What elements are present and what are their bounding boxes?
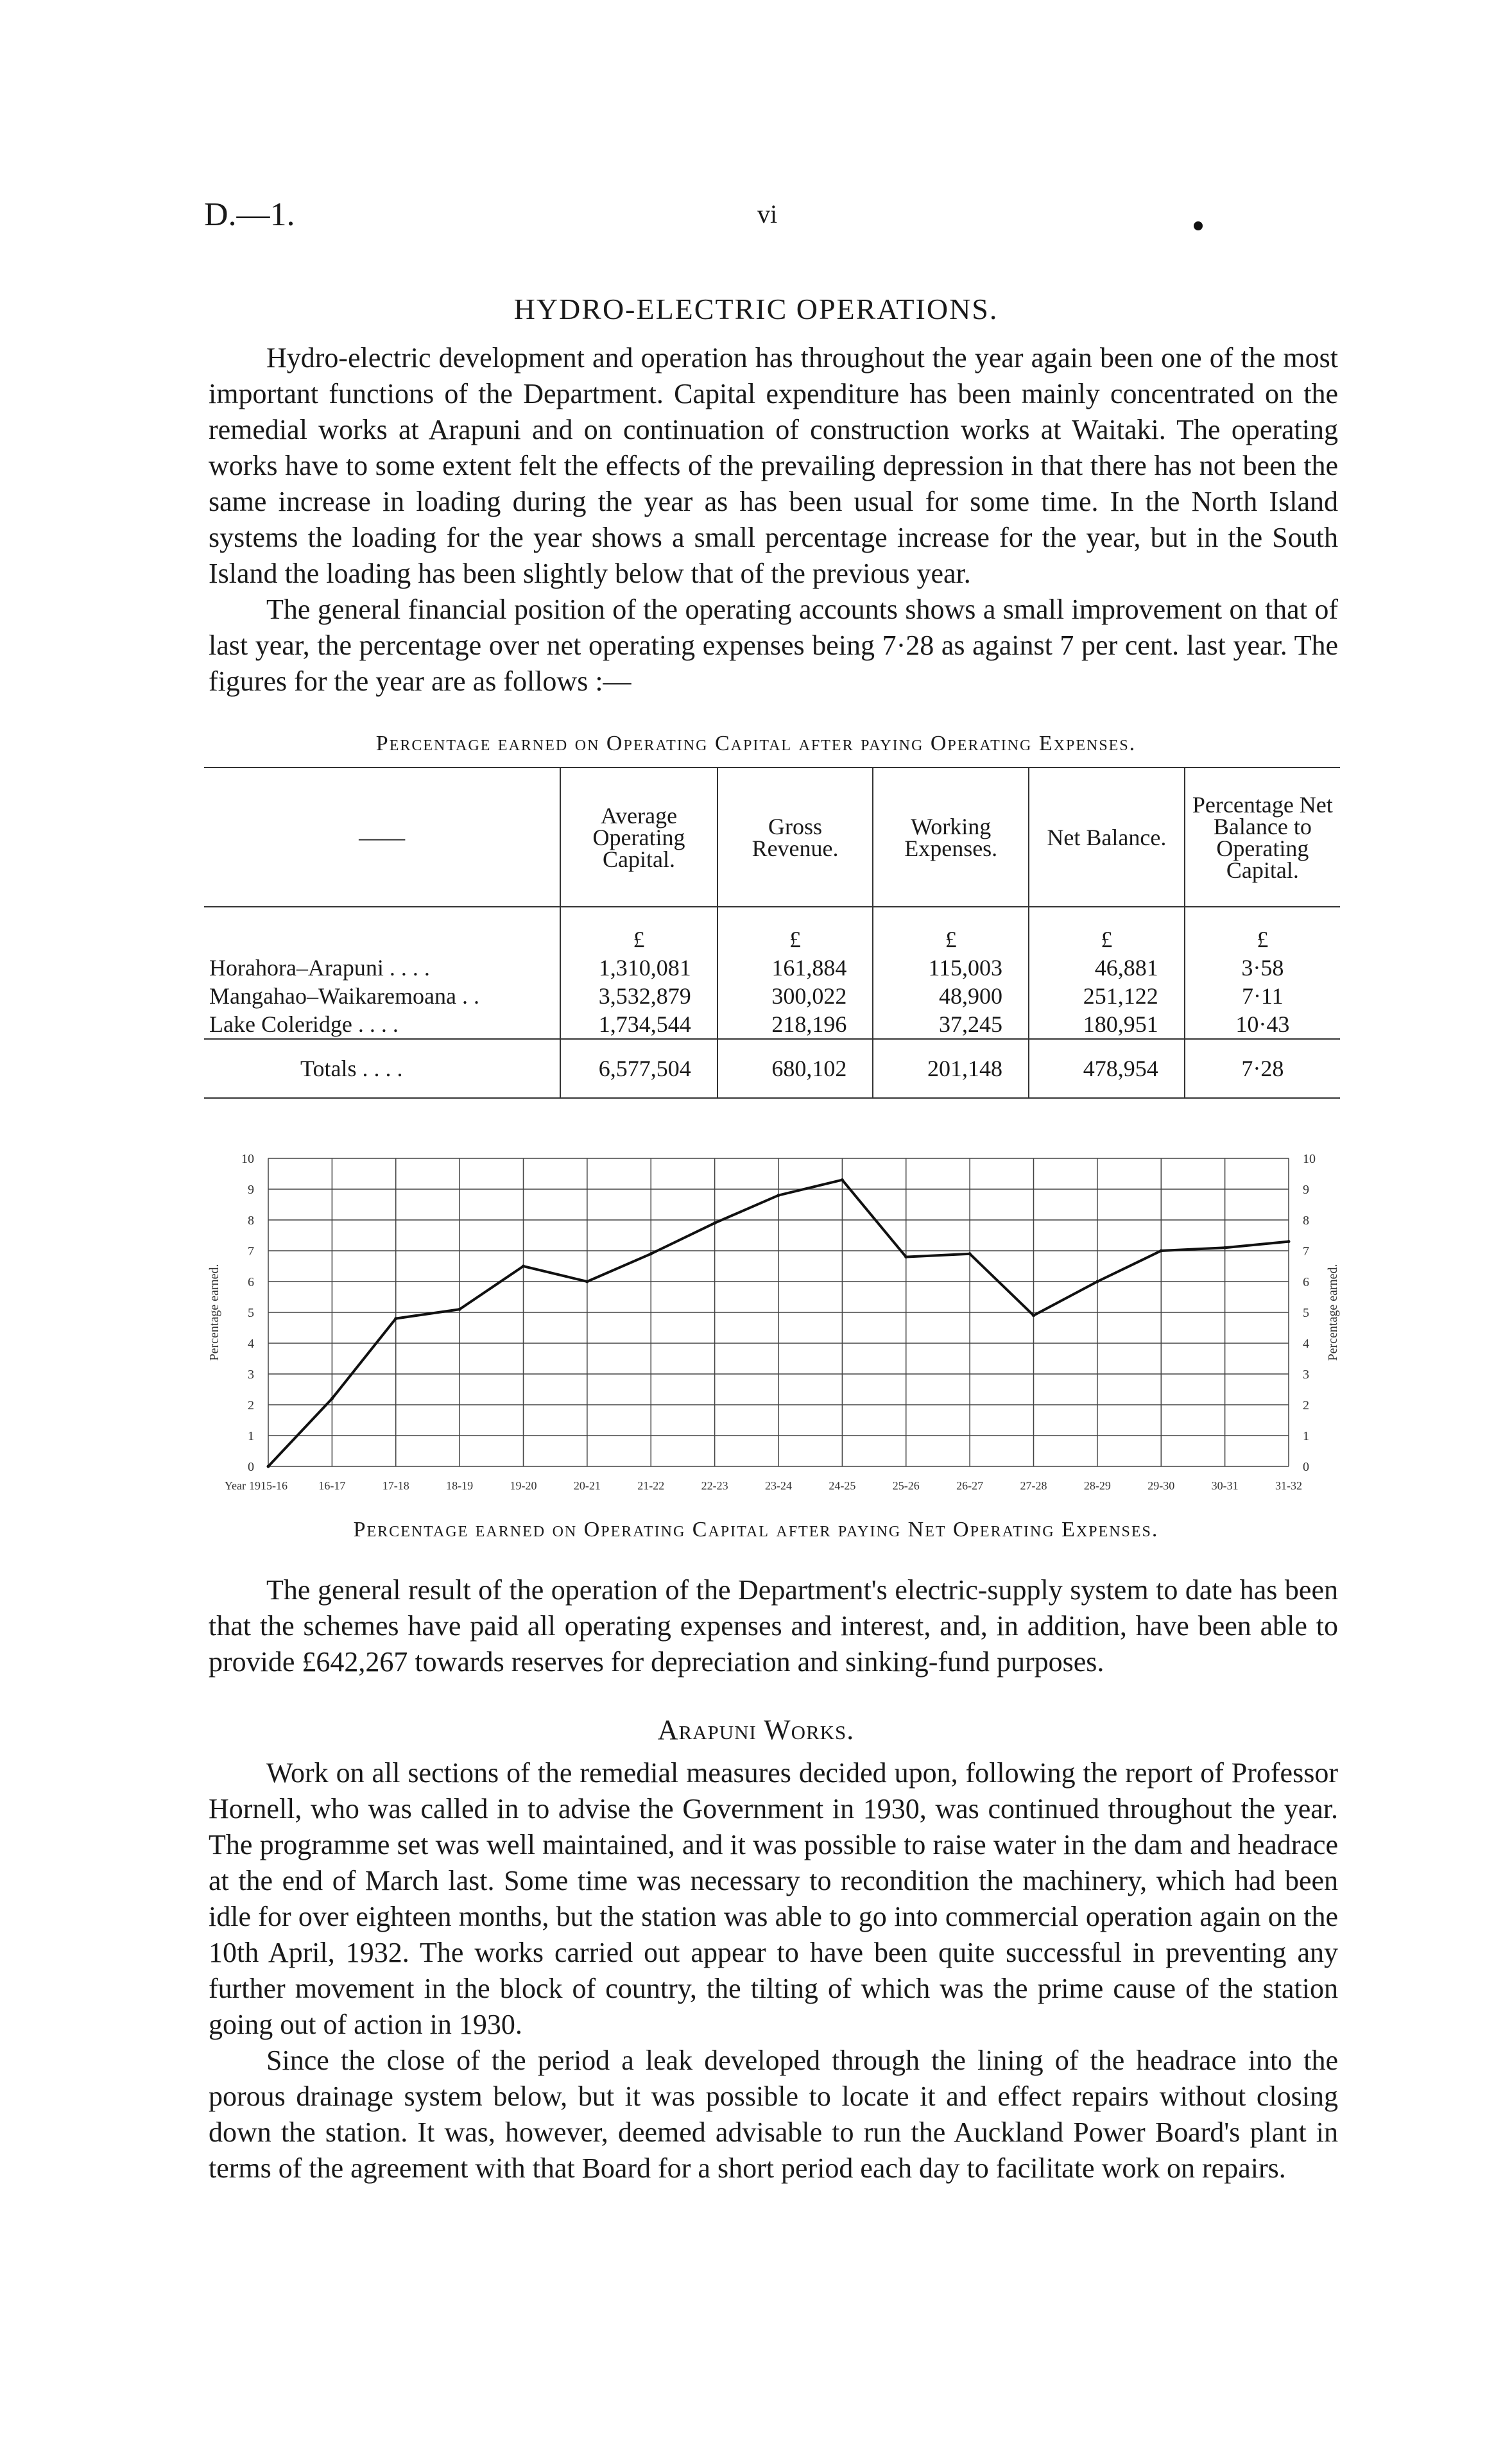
row-name: Horahora–Arapuni [209, 955, 384, 981]
y-tick-label-right: 1 [1303, 1429, 1309, 1443]
x-tick-label: 30-31 [1211, 1479, 1239, 1492]
financial-table [204, 767, 1340, 1099]
y-tick-label-left: 0 [248, 1460, 254, 1474]
leader-dots: . . [461, 983, 479, 1009]
cell-percentage: 7·11 [1185, 982, 1340, 1010]
data-point [777, 1194, 780, 1197]
y-tick-label-right: 3 [1303, 1368, 1309, 1382]
table-row [204, 982, 1340, 1010]
cell-balance: 251,122 [1029, 982, 1185, 1010]
x-tick-label: 27-28 [1020, 1479, 1047, 1492]
intro-text [209, 340, 1338, 700]
y-tick-label-right: 4 [1303, 1337, 1309, 1351]
unit-pound: £ [1029, 907, 1185, 954]
data-point [649, 1252, 653, 1255]
cell-capital: 1,734,544 [560, 1010, 717, 1039]
y-tick-label-right: 2 [1303, 1398, 1309, 1412]
y-tick-label-left: 10 [241, 1152, 254, 1166]
y-tick-label-right: 7 [1303, 1244, 1309, 1258]
total-percentage: 7·28 [1185, 1039, 1340, 1098]
y-tick-label-right: 9 [1303, 1183, 1309, 1197]
x-tick-label: 31-32 [1275, 1479, 1302, 1492]
arapuni-heading: Arapuni Works. [657, 1714, 855, 1746]
x-tick-label: 19-20 [510, 1479, 537, 1492]
cell-balance: 180,951 [1029, 1010, 1185, 1039]
row-name: Lake Coleridge [209, 1011, 352, 1037]
cell-percentage: 3·58 [1185, 954, 1340, 982]
x-tick-label: 16-17 [318, 1479, 346, 1492]
header-working-expenses: Working Expenses. [873, 768, 1029, 907]
data-point [713, 1221, 716, 1224]
y-tick-label-right: 10 [1303, 1152, 1316, 1166]
x-tick-label: 28-29 [1083, 1479, 1111, 1492]
y-tick-label-right: 0 [1303, 1460, 1309, 1474]
y-tick-label-right: 6 [1303, 1275, 1309, 1289]
data-point [1287, 1240, 1291, 1243]
cell-capital: 3,532,879 [560, 982, 717, 1010]
y-tick-label-left: 9 [248, 1183, 254, 1197]
table-row [204, 954, 1340, 982]
cell-revenue: 300,022 [717, 982, 873, 1010]
total-capital: 6,577,504 [560, 1039, 717, 1098]
data-point [458, 1308, 461, 1311]
header-percentage: Percentage Net Balance to Operating Capital. [1185, 768, 1340, 907]
y-axis-title-right: Percentage earned. [1326, 1264, 1340, 1361]
header-gross-revenue: Gross Revenue. [717, 768, 873, 907]
table-row [204, 1010, 1340, 1039]
total-expenses: 201,148 [873, 1039, 1029, 1098]
page-identifier: D.—1. [204, 196, 295, 233]
intro-paragraph-2: The general financial position of the operating accounts shows a small improvement on that of last year, the percentage over net operating expenses being 7·28 as against 7 per cent. last year. The figures for the year are as follows :— [209, 594, 1338, 697]
data-point [394, 1317, 397, 1320]
page-number: vi [757, 200, 778, 228]
table-header-row [204, 768, 1340, 907]
x-tick-label: 21-22 [637, 1479, 665, 1492]
data-point [1160, 1249, 1163, 1253]
cell-revenue: 218,196 [717, 1010, 873, 1039]
cell-percentage: 10·43 [1185, 1010, 1340, 1039]
unit-pound: £ [560, 907, 717, 954]
result-text [209, 1572, 1338, 1680]
unit-pound: £ [873, 907, 1029, 954]
totals-label: Totals [300, 1056, 357, 1081]
cell-expenses: 37,245 [873, 1010, 1029, 1039]
arapuni-paragraph-2: Since the close of the period a leak developed through the lining of the headrace into the porous drainage system below, but it was possible to locate it and effect repairs without closing down the station. It was, however, deemed advisable to run the Auckland Power Board's plant in terms of the agreement with that Board for a short period each day to facilitate work on repairs. [209, 2045, 1338, 2184]
unit-pound: £ [717, 907, 873, 954]
header-net-balance: Net Balance. [1029, 768, 1185, 907]
y-tick-label-left: 6 [248, 1275, 254, 1289]
leader-dots: . . . . [362, 1056, 403, 1081]
y-tick-label-left: 4 [248, 1337, 254, 1351]
section-title: HYDRO-ELECTRIC OPERATIONS. [513, 293, 999, 325]
leader-dots: . . . . [357, 1011, 399, 1037]
y-tick-label-left: 8 [248, 1214, 254, 1228]
data-point [1095, 1280, 1099, 1283]
data-point [1223, 1246, 1226, 1249]
cell-expenses: 115,003 [873, 954, 1029, 982]
data-point [1032, 1314, 1035, 1317]
y-tick-label-left: 1 [248, 1429, 254, 1443]
ink-dot [1194, 221, 1203, 230]
totals-row [204, 1039, 1340, 1098]
data-point [968, 1252, 972, 1255]
y-tick-label-right: 5 [1303, 1306, 1309, 1320]
x-tick-label: 26-27 [956, 1479, 984, 1492]
table-caption: Percentage earned on Operating Capital after paying Operating Expenses. [375, 732, 1137, 755]
cell-expenses: 48,900 [873, 982, 1029, 1010]
x-tick-label: 17-18 [382, 1479, 409, 1492]
y-axis-title-left: Percentage earned. [207, 1264, 221, 1361]
percentage-line-chart [193, 1152, 1348, 1511]
arapuni-paragraph-1: Work on all sections of the remedial measures decided upon, following the report of Professor Hornell, who was called in to advise the Government in 1930, was continued throughout the year. The programme set was well maintained, and it was possible to raise water in the dam and headrace at the end of March last. Some time was necessary to recondition the machinery, which had been idle for over eighteen months, but the station was able to go into commercial operation again on the 10th April, 1932. The works carried out appear to have been quite successful in preventing any further movement in the block of country, the tilting of which was the prime cause of the station going out of action in 1930. [209, 1757, 1338, 2040]
y-tick-label-left: 2 [248, 1398, 254, 1412]
y-tick-label-left: 7 [248, 1244, 254, 1258]
x-tick-label: 23-24 [765, 1479, 792, 1492]
y-tick-label-left: 3 [248, 1368, 254, 1382]
result-paragraph: The general result of the operation of the Department's electric-supply system to date has been that the schemes have paid all operating expenses and interest, and, in addition, have been able to provide £642,267 towards reserves for depreciation and sinking-fund purposes. [209, 1574, 1338, 1678]
arapuni-text [209, 1755, 1338, 2186]
x-tick-label: 25-26 [892, 1479, 920, 1492]
cell-capital: 1,310,081 [560, 954, 717, 982]
total-balance: 478,954 [1029, 1039, 1185, 1098]
x-tick-label: 20-21 [573, 1479, 601, 1492]
cell-balance: 46,881 [1029, 954, 1185, 982]
y-tick-label-left: 5 [248, 1306, 254, 1320]
total-revenue: 680,102 [717, 1039, 873, 1098]
header-blank: —— [204, 768, 560, 907]
header-average-capital: Average Operating Capital. [560, 768, 717, 907]
data-point [585, 1280, 588, 1283]
row-name: Mangahao–Waikaremoana [209, 983, 456, 1009]
x-tick-label: 24-25 [829, 1479, 856, 1492]
x-tick-label: 29-30 [1147, 1479, 1175, 1492]
cell-revenue: 161,884 [717, 954, 873, 982]
x-tick-label: 1915-16 [249, 1479, 288, 1492]
y-tick-label-right: 8 [1303, 1214, 1309, 1228]
data-point [522, 1265, 525, 1268]
unit-pound: £ [1185, 907, 1340, 954]
data-point [331, 1397, 334, 1400]
data-point [267, 1465, 270, 1468]
chart-caption: Percentage earned on Operating Capital after paying Net Operating Expenses. [353, 1518, 1159, 1541]
intro-paragraph-1: Hydro-electric development and operation has throughout the year again been one of the most important functions of the Department. Capital expenditure has been mainly concentrated on the remedial works at Arapuni and on continuation of construction works at Waitaki. The operating works have to some extent felt the effects of the prevailing depression in that there has not been the same increase in loading during the year as has been usual for some time. In the North Island systems the loading for the year shows a small percentage increase for the year, but in the South Island the loading has been slightly below that of the previous year. [209, 342, 1338, 589]
data-point [841, 1178, 844, 1181]
leader-dots: . . . . [389, 955, 430, 981]
x-tick-label: 18-19 [446, 1479, 474, 1492]
x-tick-label: 22-23 [701, 1479, 728, 1492]
units-row [204, 907, 1340, 954]
x-axis-prefix: Year [224, 1479, 246, 1492]
data-point [904, 1255, 907, 1258]
